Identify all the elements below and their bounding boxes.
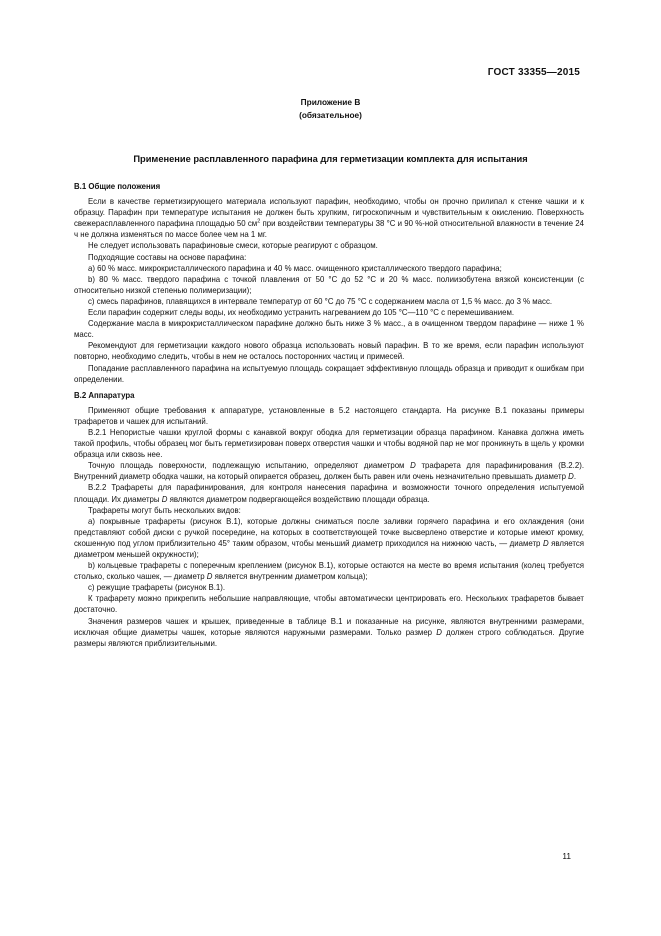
list-item: с) смесь парафинов, плавящихся в интервале температур от 60 °С до 75 °С с содержанием масла от 1,5 % масс. до 3 % масс. [88,296,553,306]
annex-status: (обязательное) [299,110,362,120]
annex-title: Приложение В [300,97,361,107]
paragraph: Применяют общие требования к аппаратуре, установленные в 5.2 настоящего стандарта. На рисунке В.1 показаны примеры трафаретов и чашек для испытаний. [74,405,584,426]
section-heading-apparatus: В.2 Аппаратура [74,390,135,400]
list-item: b) 80 % масс. твердого парафина с точкой плавления от 50 °С до 52 °С и 20 % масс. полиизобутена вязкой консистенции (с относительно низкой степенью полимеризации); [74,274,584,295]
document-body [74,181,584,649]
list-item: а) 60 % масс. микрокристаллического парафина и 40 % масс. очищенного кристаллического твердого парафина; [88,263,502,273]
list-item: b) кольцевые трафареты с поперечным креплением (рисунок В.1), которые остаются на месте во время испытания (колец требуется столько, сколько чашек, — диаметр D является внутренним диаметром кольца); [74,561,584,582]
paragraph: Если в качестве герметизирующего материала используют парафин, необходимо, чтобы он прочно прилипал к стенке чашки и к образцу. Парафин при температуре испытания не должен быть хрупким, гигроскопичным и чувствительным к окислению. Поверхность свежерасплавленного парафина площадью 50 $см^2$ при воздействии температуры 38 °С и 90 %-ной относительной влажности в течение 24 ч не должна изменяться по массе более чем на 1 мг. [74,197,584,240]
paragraph: Подходящие составы на основе парафина: [88,252,247,262]
document-title: Применение расплавленного парафина для герметизации комплекта для испытания [133,154,528,164]
paragraph: Если парафин содержит следы воды, их необходимо устранить нагреванием до 105 °С—110 °С с перемешиванием. [88,308,515,318]
paragraph: К трафарету можно прикрепить небольшие направляющие, чтобы автоматически центрировать его. Нескольких трафаретов бывает достаточно. [74,594,584,615]
paragraph: Попадание расплавленного парафина на испытуемую площадь сокращает эффективную площадь образца и приводит к ошибкам при определении. [74,363,584,384]
paragraph: Трафареты могут быть нескольких видов: [88,505,241,515]
page-number: 11 [562,851,571,861]
section-heading-general: В.1 Общие положения [74,182,161,191]
paragraph: Точную площадь поверхности, подлежащую испытанию, определяют диаметром D трафарета для парафинирования (В.2.2). Внутренний диаметр ободка чашки, на который опирается образец, должен быть равен или очень незначительно превышать диаметр D. [74,461,584,482]
paragraph: В.2.2 Трафареты для парафинирования, для контроля нанесения парафина и возможности точного определения испытуемой площади. Их диаметры D являются диаметром подвергающейся воздействию площади образца. [74,483,584,504]
paragraph: Не следует использовать парафиновые смеси, которые реагируют с образцом. [88,241,378,251]
paragraph: Рекомендуют для герметизации каждого нового образца использовать новый парафин. В то же время, если парафин используют повторно, необходимо следить, чтобы в нем не осталось посторонних частиц и примесей. [74,341,584,362]
standard-number: ГОСТ 33355—2015 [487,67,580,78]
list-item: с) режущие трафареты (рисунок В.1). [88,583,226,593]
paragraph: Значения размеров чашек и крышек, приведенные в таблице В.1 и показанные на рисунке, являются внутренними размерами, исключая общие диаметры чашек, которые являются наружными размерами. Только размер D должен строго соблюдаться. Другие размеры являются приблизительными. [74,616,584,648]
paragraph: В.2.1 Непористые чашки круглой формы с канавкой вокруг ободка для герметизации образца парафином. Канавка должна иметь такой профиль, чтобы образец мог быть герметизирован поверх отверстия чашки и чтобы водяной пар не мог проникнуть в щель у кромки образца или сквозь нее. [74,427,584,460]
paragraph: Содержание масла в микрокристаллическом парафине должно быть ниже 3 % масс., а в очищенном твердом парафине — ниже 1 % масс. [74,319,584,340]
list-item: а) покрывные трафареты (рисунок В.1), которые должны сниматься после заливки горячего парафина и его охлаждения (они представляют собой диски с ручкой посередине, на которых в соответствующей точке высверлено отверстие и которые имеют кромку, скошенную под углом приблизительно 45° таким образом, чтобы меньший диаметр приходился на нижнюю часть, — диаметр D является диаметром меньшей окружности); [74,516,585,559]
